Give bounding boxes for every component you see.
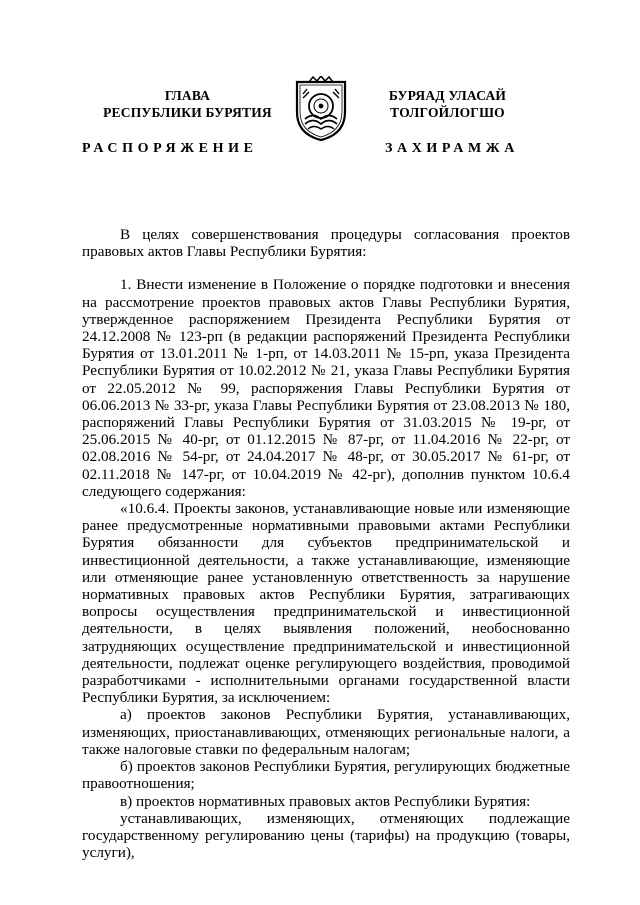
header-right (345, 87, 550, 121)
document-body (82, 226, 570, 861)
header-left-line2: РЕСПУБЛИКИ БУРЯТИЯ (103, 105, 272, 120)
header-left (85, 87, 290, 121)
clause-10-6-4-paragraph: «10.6.4. Проекты законов, устанавливающие новые или изменяющие ранее предусмотренные нормативными правовыми актами Республики Бурятия обязанности для субъектов предпринимательской и инвестиционной деятельности, а также устанавливающие, изменяющие или отменяющие ранее установленную ответственность за нарушение нормативных правовых актов Республики Бурятия, затрагивающих вопросы осуществления предпринимательской и инвестиционной деятельности, в целях выявления положений, необоснованно затрудняющих осуществление предпринимательской и инвестиционной деятельности, подлежат оценке регулирующего воздействия, проводимой разработчиками - исполнительными органами государственной власти Республики Бурятия, за исключением: (82, 500, 570, 707)
doc-type-right: ЗАХИРАМЖА (385, 141, 519, 156)
subitem-a-paragraph: а) проектов законов Республики Бурятия, устанавливающих, изменяющих, приостанавливающих, отменяющих региональные налоги, а также налоговые ставки по федеральным налогам; (82, 706, 570, 758)
subitem-b-paragraph: б) проектов законов Республики Бурятия, регулирующих бюджетные правоотношения; (82, 758, 570, 793)
subitem-c1-paragraph: устанавливающих, изменяющих, отменяющих подлежащие государственному регулированию цены (тарифы) на продукцию (товары, услуги), (82, 809, 570, 862)
subitem-c-paragraph: в) проектов нормативных правовых актов Республики Бурятия: (120, 792, 531, 810)
header-right-line2: ТОЛГОЙЛОГШО (390, 105, 505, 120)
header-right-line1: БУРЯАД УЛАСАЙ (388, 88, 507, 103)
item-1-paragraph: 1. Внести изменение в Положение о порядке подготовки и внесения на рассмотрение проектов правовых актов Главы Республики Бурятия, утвержденное распоряжением Президента Республики Бурятия от 24.12.2008 № 123-рп (в редакции распоряжений Президента Республики Бурятия от 13.01.2011 № 1-рп, от 14.03.2011 № 15-рп, указа Президента Республики Бурятия от 10.02.2012 № 21, указа Главы Республики Бурятия от 22.05.2012 № 99, распоряжения Главы Республики Бурятия от 06.06.2013 № 33-рг, указа Главы Республики Бурятия от 23.08.2013 № 180, распоряжений Главы Республики Бурятия от 31.03.2015 № 19-рг, от 25.06.2015 № 40-рг, от 01.12.2015 № 87-рг, от 11.04.2016 № 22-рг, от 02.08.2016 № 54-рг, от 24.04.2017 № 48-рг, от 30.05.2017 № 61-рг, от 02.11.2018 № 147-рг, от 10.04.2019 № 42-рг), дополнив пунктом 10.6.4 следующего содержания: (82, 276, 570, 500)
coat-of-arms-icon (291, 76, 351, 142)
intro-paragraph: В целях совершенствования процедуры согласования проектов правовых актов Главы Республики Бурятия: (82, 226, 570, 261)
header-left-line1: ГЛАВА (164, 88, 211, 103)
doc-type-left: РАСПОРЯЖЕНИЕ (82, 141, 258, 156)
